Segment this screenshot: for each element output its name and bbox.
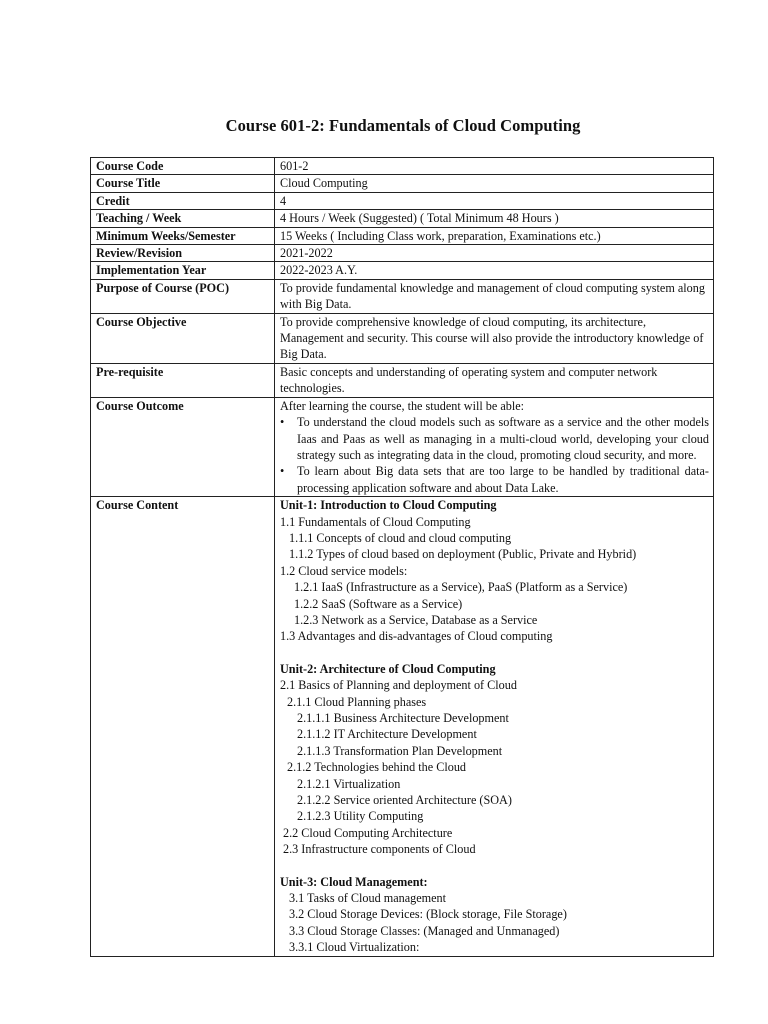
row-label: Pre-requisite — [91, 363, 275, 397]
table-row — [91, 313, 714, 363]
outcome-cell — [275, 397, 714, 496]
row-label: Implementation Year — [91, 262, 275, 279]
row-value: 2021-2022 — [275, 245, 714, 262]
row-label: Purpose of Course (POC) — [91, 279, 275, 313]
table-row — [91, 175, 714, 192]
row-label: Course Objective — [91, 313, 275, 363]
row-value: Basic concepts and understanding of operating system and computer network technologies. — [275, 363, 714, 397]
syllabus-line: 2.1.1 Cloud Planning phases — [287, 694, 427, 709]
row-value: 4 — [275, 192, 714, 209]
outcome-bullet-text: To understand the cloud models such as software as a service and the other models Iaas and Paas as well as managing in a multi-cloud world, developing your cloud strategy such as integrating data in the cloud, promoting cloud security, and more. — [297, 415, 709, 462]
syllabus-line: 1.1.2 Types of cloud based on deployment (Public, Private and Hybrid) — [289, 547, 637, 562]
row-value: 601-2 — [275, 158, 714, 175]
spacer — [280, 858, 709, 874]
syllabus-line: 1.3 Advantages and dis-advantages of Cloud computing — [280, 629, 553, 644]
unit-3-title: Unit-3: Cloud Management: — [280, 874, 428, 889]
row-value: 4 Hours / Week (Suggested) ( Total Minimum 48 Hours ) — [275, 210, 714, 227]
table-row — [91, 262, 714, 279]
syllabus-line: 2.1.2.1 Virtualization — [297, 776, 401, 791]
outcome-bullet-text: To learn about Big data sets that are too large to be handled by traditional data-processing application software and about Data Lake. — [297, 464, 709, 495]
bullet-icon: • — [280, 415, 285, 430]
syllabus-line: 3.3.1 Cloud Virtualization: — [289, 940, 420, 955]
row-value: 2022-2023 A.Y. — [275, 262, 714, 279]
table-row-outcome — [91, 397, 714, 496]
syllabus-line: 2.3 Infrastructure components of Cloud — [283, 842, 476, 857]
table-row-content — [91, 497, 714, 957]
syllabus-line: 2.1.2.2 Service oriented Architecture (SOA) — [297, 793, 512, 808]
course-details-table — [90, 157, 714, 957]
syllabus-line: 3.3 Cloud Storage Classes: (Managed and Unmanaged) — [289, 923, 560, 938]
table-row — [91, 158, 714, 175]
table-row — [91, 210, 714, 227]
syllabus-line: 2.1.1.1 Business Architecture Development — [297, 711, 509, 725]
row-value: Cloud Computing — [275, 175, 714, 192]
outcome-list — [280, 414, 709, 496]
syllabus-line: 1.2.1 IaaS (Infrastructure as a Service), PaaS (Platform as a Service) — [294, 580, 628, 595]
row-label: Course Outcome — [91, 397, 275, 496]
row-label: Course Title — [91, 175, 275, 192]
syllabus-line: 1.2.3 Network as a Service, Database as a Service — [294, 612, 538, 627]
row-value: To provide fundamental knowledge and management of cloud computing system along with Big Data. — [275, 279, 714, 313]
row-label: Teaching / Week — [91, 210, 275, 227]
outcome-intro: After learning the course, the student will be able: — [280, 398, 525, 413]
syllabus-line: 1.2.2 SaaS (Software as a Service) — [294, 596, 463, 611]
unit-1-title: Unit-1: Introduction to Cloud Computing — [280, 498, 497, 513]
bullet-icon: • — [280, 464, 285, 479]
list-item — [280, 463, 709, 496]
row-label: Course Code — [91, 158, 275, 175]
syllabus-line: 2.1 Basics of Planning and deployment of Cloud — [280, 678, 517, 693]
table-row — [91, 363, 714, 397]
syllabus-line: 1.2 Cloud service models: — [280, 563, 408, 578]
row-value: 15 Weeks ( Including Class work, preparation, Examinations etc.) — [275, 227, 714, 244]
row-label: Credit — [91, 192, 275, 209]
syllabus-line: 2.2 Cloud Computing Architecture — [283, 825, 453, 840]
content-cell — [275, 497, 714, 957]
row-label: Review/Revision — [91, 245, 275, 262]
syllabus-line: 3.2 Cloud Storage Devices: (Block storage, File Storage) — [289, 907, 567, 922]
syllabus-line: 2.1.1.2 IT Architecture Development — [297, 727, 477, 742]
row-label: Minimum Weeks/Semester — [91, 227, 275, 244]
row-label: Course Content — [91, 497, 275, 957]
page-title: Course 601-2: Fundamentals of Cloud Computing — [225, 116, 581, 135]
table-row — [91, 192, 714, 209]
list-item — [280, 414, 709, 463]
row-value: To provide comprehensive knowledge of cloud computing, its architecture, Management and security. This course will also provide the introductory knowledge of Big Data. — [275, 313, 714, 363]
syllabus-line: 3.1 Tasks of Cloud management — [289, 891, 446, 906]
syllabus-line: 1.1.1 Concepts of cloud and cloud computing — [289, 530, 512, 545]
table-row — [91, 245, 714, 262]
spacer — [280, 645, 709, 661]
syllabus-line: 2.1.2.3 Utility Computing — [297, 809, 424, 824]
syllabus-line: 2.1.1.3 Transformation Plan Development — [297, 743, 503, 758]
table-row — [91, 279, 714, 313]
unit-2-title: Unit-2: Architecture of Cloud Computing — [280, 661, 496, 676]
syllabus-line: 2.1.2 Technologies behind the Cloud — [287, 760, 467, 775]
syllabus-line: 1.1 Fundamentals of Cloud Computing — [280, 514, 471, 529]
table-row — [91, 227, 714, 244]
